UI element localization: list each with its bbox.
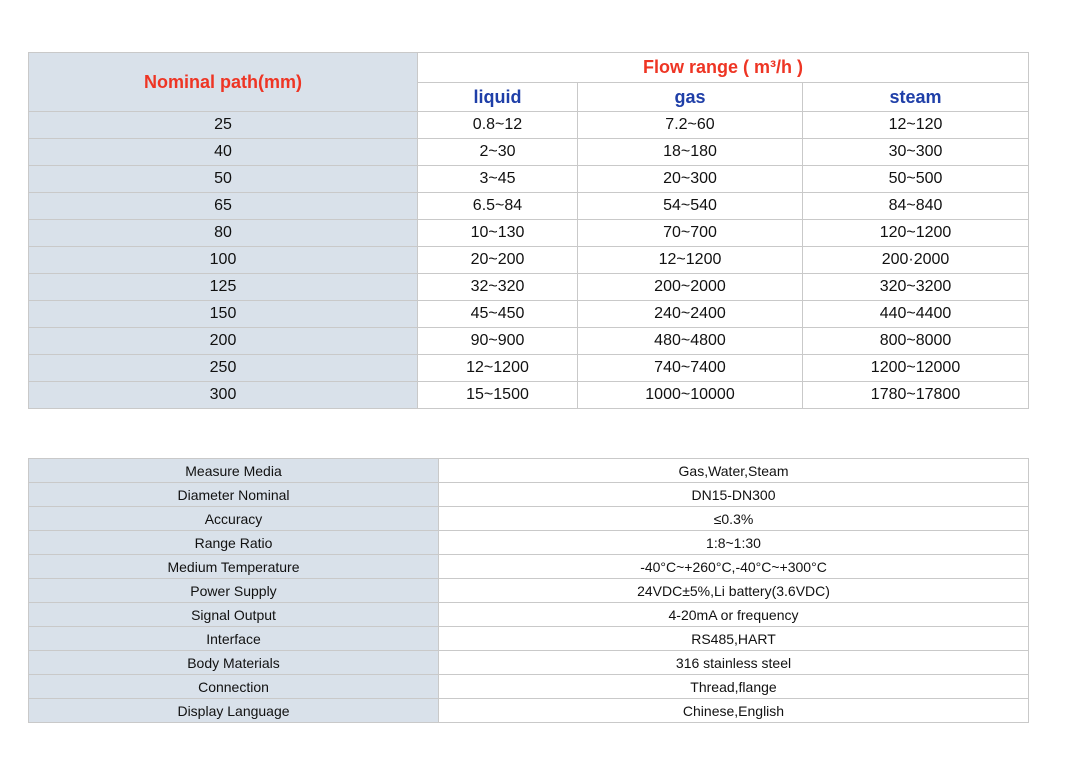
liquid-flow-cell: 20~200 bbox=[418, 247, 578, 274]
steam-flow-cell: 12~120 bbox=[803, 112, 1029, 139]
nominal-path-cell: 100 bbox=[29, 247, 418, 274]
spec-label: Signal Output bbox=[29, 603, 439, 627]
gas-flow-cell: 480~4800 bbox=[578, 328, 803, 355]
gas-flow-cell: 7.2~60 bbox=[578, 112, 803, 139]
table-row bbox=[29, 627, 1029, 651]
media-header-gas: gas bbox=[578, 83, 803, 112]
spec-table-body bbox=[29, 459, 1029, 723]
gas-flow-cell: 740~7400 bbox=[578, 355, 803, 382]
table-row bbox=[29, 555, 1029, 579]
table-row bbox=[29, 459, 1029, 483]
spec-label: Connection bbox=[29, 675, 439, 699]
table-row bbox=[29, 247, 1029, 274]
nominal-path-cell: 125 bbox=[29, 274, 418, 301]
spec-value: ≤0.3% bbox=[439, 507, 1029, 531]
gas-flow-cell: 20~300 bbox=[578, 166, 803, 193]
media-header-liquid: liquid bbox=[418, 83, 578, 112]
liquid-flow-cell: 45~450 bbox=[418, 301, 578, 328]
spec-value: -40°C~+260°C,-40°C~+300°C bbox=[439, 555, 1029, 579]
spec-label: Range Ratio bbox=[29, 531, 439, 555]
liquid-flow-cell: 15~1500 bbox=[418, 382, 578, 409]
table-row bbox=[29, 579, 1029, 603]
table-row bbox=[29, 382, 1029, 409]
table-row bbox=[29, 699, 1029, 723]
spec-value: RS485,HART bbox=[439, 627, 1029, 651]
spec-label: Body Materials bbox=[29, 651, 439, 675]
table-row bbox=[29, 507, 1029, 531]
spec-value: 1:8~1:30 bbox=[439, 531, 1029, 555]
table-row bbox=[29, 193, 1029, 220]
spec-value: Thread,flange bbox=[439, 675, 1029, 699]
steam-flow-cell: 200·2000 bbox=[803, 247, 1029, 274]
spec-label: Medium Temperature bbox=[29, 555, 439, 579]
liquid-flow-cell: 0.8~12 bbox=[418, 112, 578, 139]
spec-value: Gas,Water,Steam bbox=[439, 459, 1029, 483]
nominal-path-cell: 25 bbox=[29, 112, 418, 139]
steam-flow-cell: 1780~17800 bbox=[803, 382, 1029, 409]
nominal-path-cell: 150 bbox=[29, 301, 418, 328]
flow-range-table bbox=[28, 52, 1029, 409]
table-row bbox=[29, 603, 1029, 627]
table-row bbox=[29, 675, 1029, 699]
liquid-flow-cell: 32~320 bbox=[418, 274, 578, 301]
nominal-path-cell: 50 bbox=[29, 166, 418, 193]
table-row bbox=[29, 301, 1029, 328]
nominal-path-cell: 200 bbox=[29, 328, 418, 355]
flow-table-body bbox=[29, 112, 1029, 409]
liquid-flow-cell: 10~130 bbox=[418, 220, 578, 247]
table-row bbox=[29, 355, 1029, 382]
nominal-path-cell: 80 bbox=[29, 220, 418, 247]
table-row bbox=[29, 651, 1029, 675]
nominal-path-header: Nominal path(mm) bbox=[29, 53, 418, 112]
nominal-path-cell: 40 bbox=[29, 139, 418, 166]
flow-table-header-row bbox=[29, 53, 1029, 83]
steam-flow-cell: 440~4400 bbox=[803, 301, 1029, 328]
spec-value: Chinese,English bbox=[439, 699, 1029, 723]
gas-flow-cell: 200~2000 bbox=[578, 274, 803, 301]
steam-flow-cell: 84~840 bbox=[803, 193, 1029, 220]
liquid-flow-cell: 6.5~84 bbox=[418, 193, 578, 220]
liquid-flow-cell: 3~45 bbox=[418, 166, 578, 193]
spec-label: Diameter Nominal bbox=[29, 483, 439, 507]
spec-label: Interface bbox=[29, 627, 439, 651]
table-row bbox=[29, 531, 1029, 555]
liquid-flow-cell: 90~900 bbox=[418, 328, 578, 355]
steam-flow-cell: 120~1200 bbox=[803, 220, 1029, 247]
table-row bbox=[29, 274, 1029, 301]
gas-flow-cell: 54~540 bbox=[578, 193, 803, 220]
spec-label: Display Language bbox=[29, 699, 439, 723]
spec-label: Power Supply bbox=[29, 579, 439, 603]
specification-table bbox=[28, 458, 1029, 723]
steam-flow-cell: 320~3200 bbox=[803, 274, 1029, 301]
gas-flow-cell: 12~1200 bbox=[578, 247, 803, 274]
gas-flow-cell: 18~180 bbox=[578, 139, 803, 166]
table-row bbox=[29, 139, 1029, 166]
liquid-flow-cell: 2~30 bbox=[418, 139, 578, 166]
table-row bbox=[29, 220, 1029, 247]
flow-range-header: Flow range ( m³/h ) bbox=[418, 53, 1029, 83]
spec-label: Measure Media bbox=[29, 459, 439, 483]
media-header-steam: steam bbox=[803, 83, 1029, 112]
table-row bbox=[29, 112, 1029, 139]
steam-flow-cell: 30~300 bbox=[803, 139, 1029, 166]
table-row bbox=[29, 483, 1029, 507]
spec-label: Accuracy bbox=[29, 507, 439, 531]
spec-value: 316 stainless steel bbox=[439, 651, 1029, 675]
steam-flow-cell: 800~8000 bbox=[803, 328, 1029, 355]
gas-flow-cell: 240~2400 bbox=[578, 301, 803, 328]
spec-value: 4-20mA or frequency bbox=[439, 603, 1029, 627]
table-row bbox=[29, 166, 1029, 193]
spec-value: DN15-DN300 bbox=[439, 483, 1029, 507]
nominal-path-cell: 300 bbox=[29, 382, 418, 409]
steam-flow-cell: 1200~12000 bbox=[803, 355, 1029, 382]
table-row bbox=[29, 328, 1029, 355]
spec-value: 24VDC±5%,Li battery(3.6VDC) bbox=[439, 579, 1029, 603]
nominal-path-cell: 250 bbox=[29, 355, 418, 382]
steam-flow-cell: 50~500 bbox=[803, 166, 1029, 193]
gas-flow-cell: 70~700 bbox=[578, 220, 803, 247]
liquid-flow-cell: 12~1200 bbox=[418, 355, 578, 382]
gas-flow-cell: 1000~10000 bbox=[578, 382, 803, 409]
nominal-path-cell: 65 bbox=[29, 193, 418, 220]
